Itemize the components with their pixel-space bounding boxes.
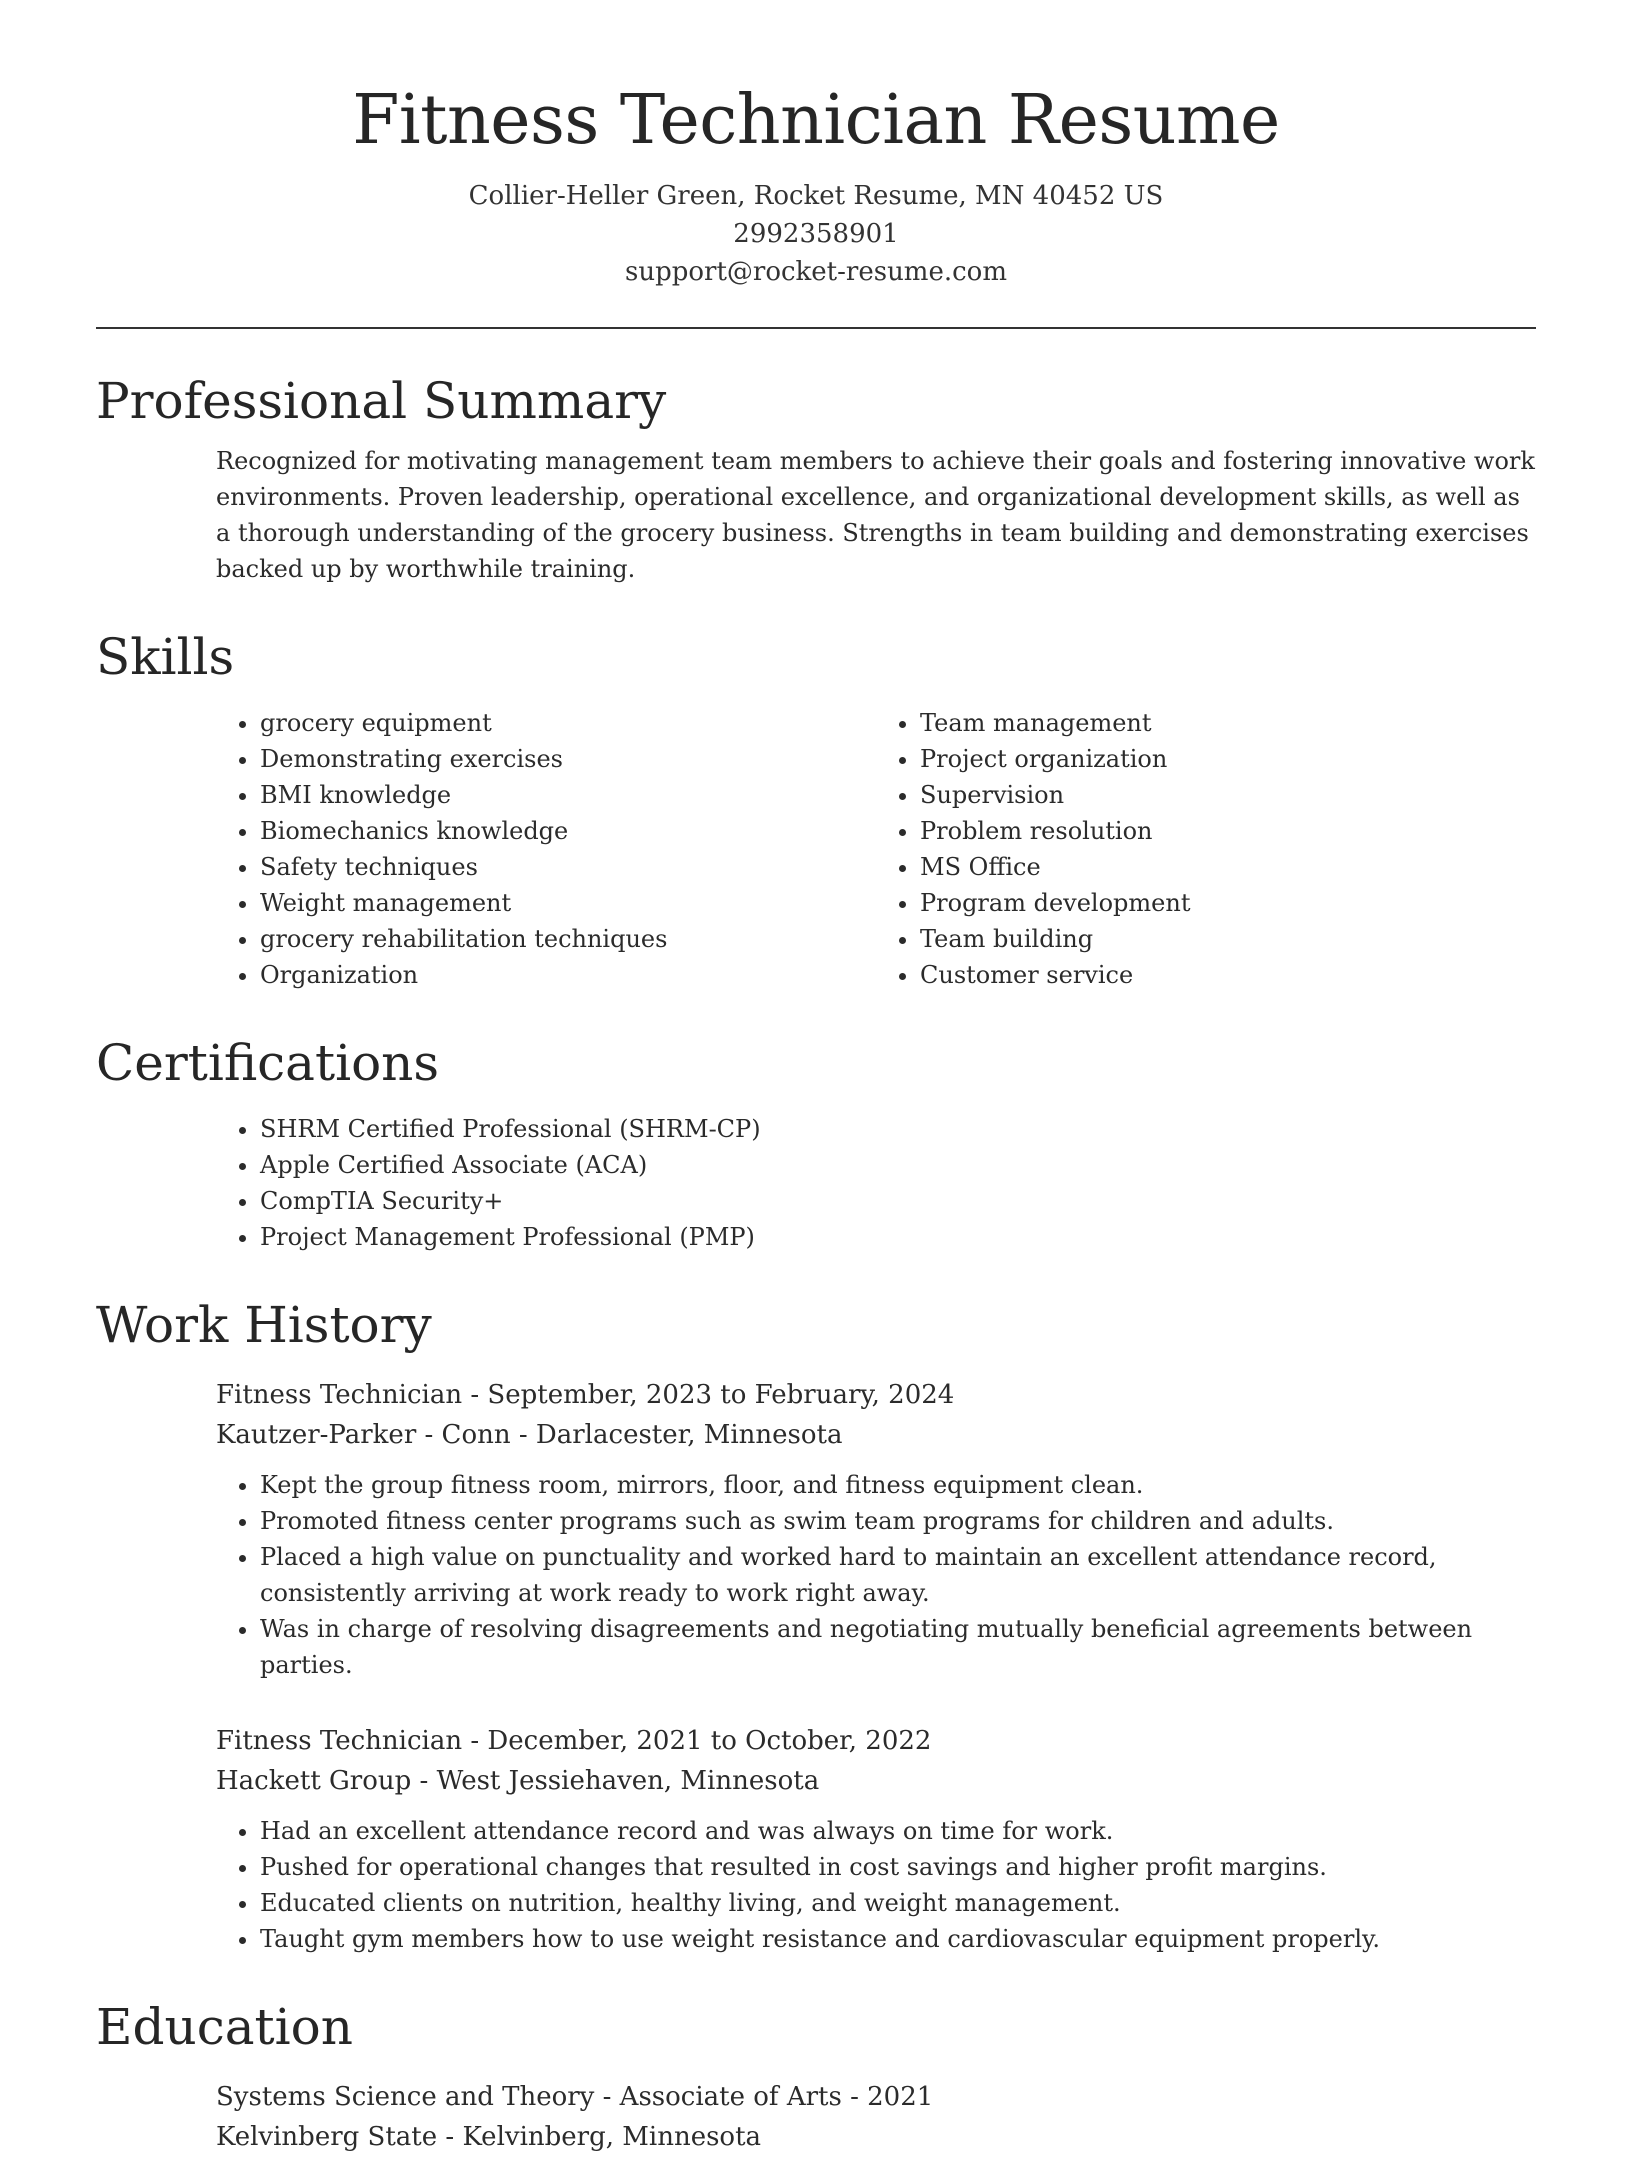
jobs-list: [216, 1375, 1536, 1957]
job-duty-item: • Taught gym members how to use weight resistance and cardiovascular equipment properly.: [260, 1921, 1536, 1957]
skill-item: • Supervision: [920, 777, 1536, 813]
skills-list-right: [876, 705, 1536, 993]
job-title: Fitness Technician - December, 2021 to October, 2022: [216, 1725, 932, 1756]
education-heading: Education: [96, 1997, 353, 2056]
skills-section: [96, 627, 1536, 993]
job-duty-item: • Pushed for operational changes that resulted in cost savings and higher profit margins.: [260, 1849, 1536, 1885]
skills-heading: Skills: [96, 627, 235, 686]
job-title: Fitness Technician - September, 2023 to February, 2024: [216, 1379, 955, 1410]
skill-item: • Problem resolution: [920, 813, 1536, 849]
certifications-block: [216, 1111, 1536, 1255]
contact-info: [96, 177, 1536, 291]
resume-header: [96, 0, 1536, 291]
job-entry: [216, 1721, 1536, 1957]
skill-item: • Customer service: [920, 957, 1536, 993]
certification-item: • Apple Certified Associate (ACA): [260, 1147, 1536, 1183]
skill-item: • MS Office: [920, 849, 1536, 885]
work-history-section: [96, 1295, 1536, 1957]
contact-email: support@rocket-resume.com: [624, 256, 1007, 287]
skill-item: • Weight management: [260, 885, 876, 921]
skill-item: • Demonstrating exercises: [260, 741, 876, 777]
skill-item: • Program development: [920, 885, 1536, 921]
skill-item: • Team building: [920, 921, 1536, 957]
job-duties-list: [216, 1813, 1536, 1957]
skill-item: • Project organization: [920, 741, 1536, 777]
skill-item: • Organization: [260, 957, 876, 993]
certifications-section: [96, 1033, 1536, 1255]
job-duty-item: • Kept the group fitness room, mirrors, floor, and fitness equipment clean.: [260, 1467, 1536, 1503]
skill-item: • grocery equipment: [260, 705, 876, 741]
resume-page: [96, 0, 1536, 2157]
job-entry: [216, 1375, 1536, 1683]
skill-item: • grocery rehabilitation techniques: [260, 921, 876, 957]
resume-title: Fitness Technician Resume: [352, 81, 1280, 160]
header-divider: [96, 327, 1536, 329]
skills-list-left: [216, 705, 876, 993]
job-employer: Hackett Group - West Jessiehaven, Minnesota: [216, 1765, 820, 1796]
education-school: Kelvinberg State - Kelvinberg, Minnesota: [216, 2121, 762, 2152]
summary-section: [96, 371, 1536, 587]
summary-heading: Professional Summary: [96, 371, 667, 430]
skill-item: • BMI knowledge: [260, 777, 876, 813]
skill-item: • Team management: [920, 705, 1536, 741]
certification-item: • CompTIA Security+: [260, 1183, 1536, 1219]
education-entry: [216, 2077, 1536, 2157]
job-duty-item: • Promoted fitness center programs such as swim team programs for children and adults.: [260, 1503, 1536, 1539]
contact-phone: 2992358901: [733, 218, 899, 249]
contact-address: Collier-Heller Green, Rocket Resume, MN 40452 US: [468, 180, 1164, 211]
job-duty-item: • Placed a high value on punctuality and worked hard to maintain an excellent attendance record, consistently arriving at work ready to work right away.: [260, 1539, 1536, 1611]
job-duty-item: • Educated clients on nutrition, healthy living, and weight management.: [260, 1885, 1536, 1921]
certification-item: • SHRM Certified Professional (SHRM-CP): [260, 1111, 1536, 1147]
work-history-heading: Work History: [96, 1295, 432, 1354]
certifications-heading: Certifications: [96, 1033, 440, 1092]
education-degree: Systems Science and Theory - Associate of Arts - 2021: [216, 2081, 934, 2112]
summary-text: Recognized for motivating management team members to achieve their goals and fostering innovative work environments. Proven leadership, operational excellence, and organizational development skills, as well as a thorough understanding of the grocery business. Strengths in team building and demonstrating exercises backed up by worthwhile training.: [216, 446, 1535, 583]
job-duty-item: • Had an excellent attendance record and was always on time for work.: [260, 1813, 1536, 1849]
skills-columns: [216, 705, 1536, 993]
job-employer: Kautzer-Parker - Conn - Darlacester, Minnesota: [216, 1419, 843, 1450]
education-section: [96, 1997, 1536, 2157]
skill-item: • Safety techniques: [260, 849, 876, 885]
certification-item: • Project Management Professional (PMP): [260, 1219, 1536, 1255]
certifications-list: [216, 1111, 1536, 1255]
job-duties-list: [216, 1467, 1536, 1683]
skill-item: • Biomechanics knowledge: [260, 813, 876, 849]
job-duty-item: • Was in charge of resolving disagreements and negotiating mutually beneficial agreements between parties.: [260, 1611, 1536, 1683]
